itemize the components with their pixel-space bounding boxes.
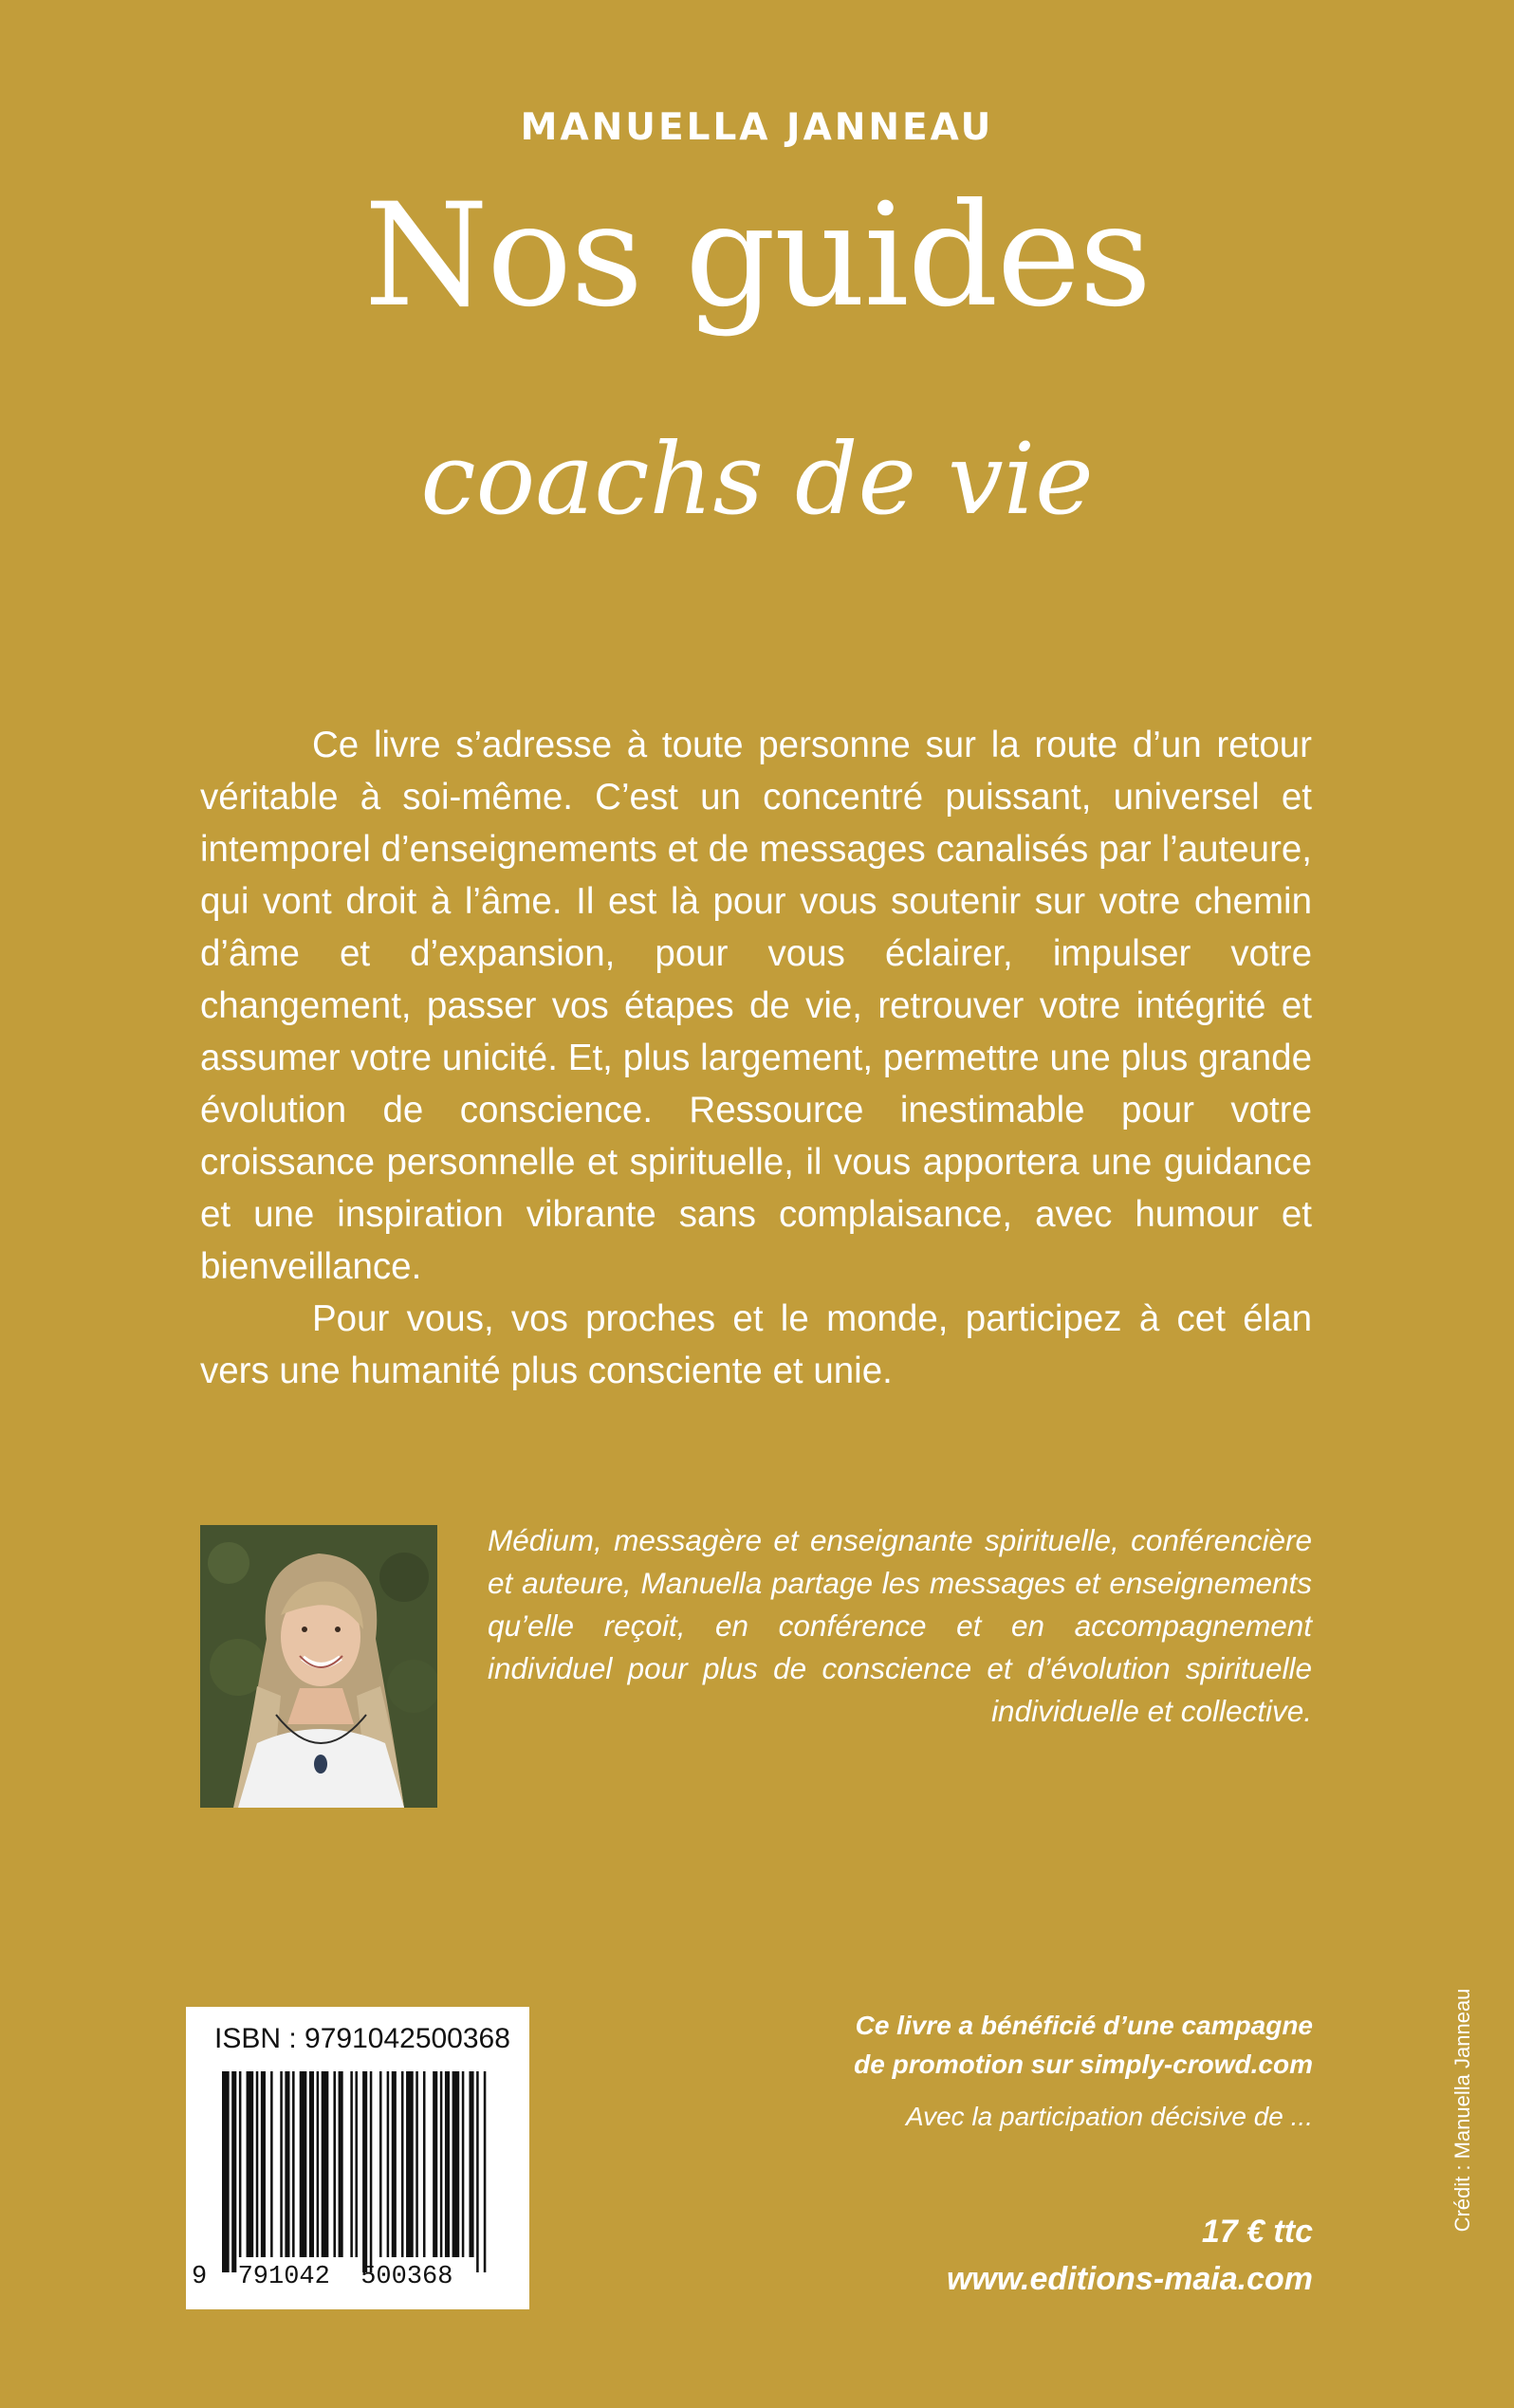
blurb	[200, 719, 1312, 1397]
participation-text: Avec la participation décisive de ...	[905, 2102, 1313, 2131]
promo-text	[725, 2006, 1313, 2084]
barcode-digits: 9 791042 500368	[192, 2263, 453, 2291]
blurb-paragraph: Pour vous, vos proches et le monde, participez à cet élan vers une humanité plus consciente et unie.	[200, 1298, 1312, 1391]
barcode-icon	[222, 2071, 493, 2272]
promo-line: Ce livre a bénéficié d’une campagne	[855, 2011, 1313, 2040]
photo-credit: Crédit : Manuella Janneau	[1450, 1988, 1474, 2233]
author-photo	[200, 1525, 437, 1808]
author-name: MANUELLA JANNEAU	[520, 106, 994, 149]
isbn-barcode-panel	[186, 2007, 529, 2309]
book-title: Nos guides	[363, 174, 1151, 339]
publisher-website: www.editions-maia.com	[946, 2261, 1313, 2297]
book-subtitle: coachs de vie	[420, 421, 1094, 537]
author-bio: Médium, messagère et enseignante spirituelle, conférencière et auteure, Manuella partage les messages et enseignements qu’elle reçoit, en conférence et en accompagnement individuel pour plus de conscience et d’évolution spirituelle individuelle et collective.	[488, 1523, 1312, 1728]
blurb-paragraph: Ce livre s’adresse à toute personne sur la route d’un retour véritable à soi-même. C’est un concentré puissant, universel et intemporel d’enseignements et de messages canalisés par l’auteure, qui vont droit à l’âme. Il est là pour vous soutenir sur votre chemin d’âme et d’expansion, pour vous éclairer, impulser votre changement, passer vos étapes de vie, retrouver votre intégrité et assumer votre unicité. Et, plus largement, permettre une plus grande évolution de conscience. Ressource inestimable pour votre croissance personnelle et spirituelle, il vous apportera une guidance et une inspiration vibrante sans complaisance, avec humour et bienveillance.	[200, 725, 1312, 1287]
price: 17 € ttc	[1201, 2214, 1313, 2250]
author-portrait-icon	[200, 1525, 437, 1808]
isbn-label: ISBN : 9791042500368	[214, 2023, 510, 2054]
promo-line: de promotion sur simply-crowd.com	[854, 2050, 1313, 2079]
